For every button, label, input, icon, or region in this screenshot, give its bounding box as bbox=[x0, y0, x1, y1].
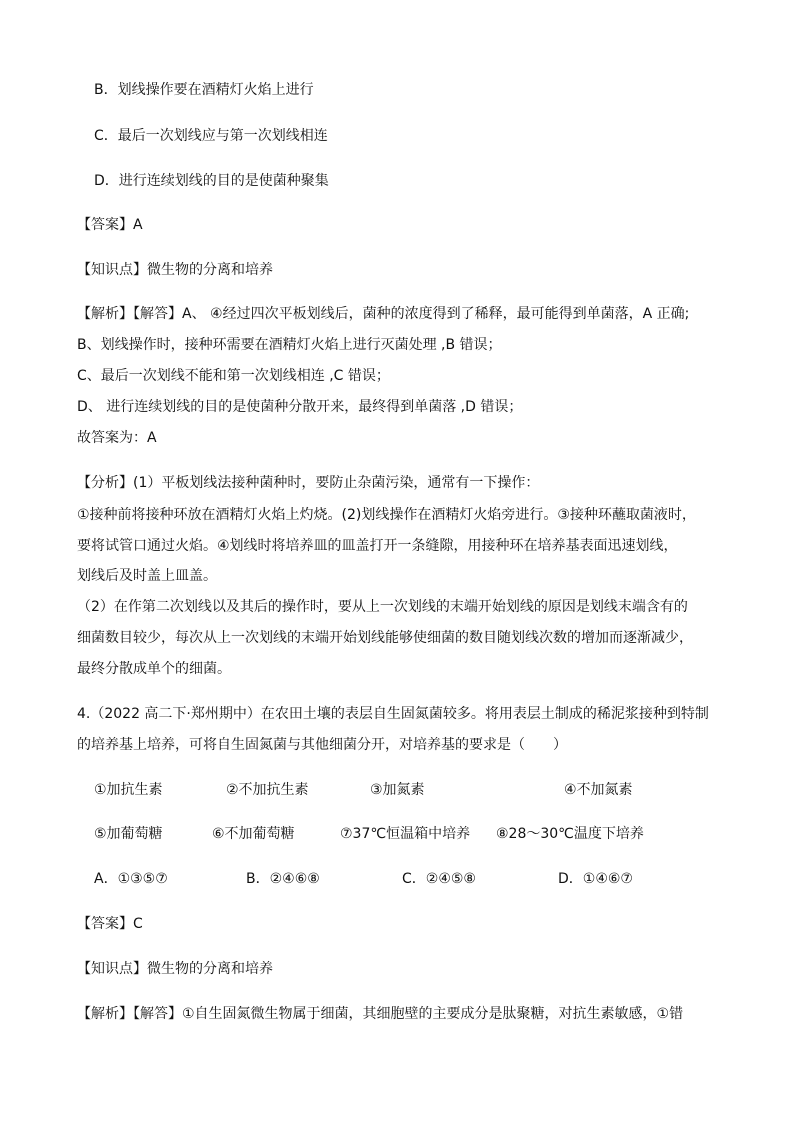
q3-explain-line-7: 最终分散成单个的细菌。 bbox=[77, 661, 231, 677]
q3-analysis-line-1: 【解析】【解答】A、 ④经过四次平板划线后，菌种的浓度得到了稀释，最可能得到单菌落，A 正确; bbox=[77, 306, 690, 322]
q3-analysis-line-4: D、 进行连续划线的目的是使菌种分散开来，最终得到单菌落 ,D 错误； bbox=[77, 399, 523, 415]
q3-option-d: D．进行连续划线的目的是使菌种聚集 bbox=[94, 173, 329, 189]
q4-stem-line-1: 4.（2022 高二下·郑州期中）在农田土壤的表层自生固氮菌较多。将用表层土制成的稀泥浆接种到特制 bbox=[77, 706, 709, 722]
q3-option-b: B．划线操作要在酒精灯火焰上进行 bbox=[94, 82, 314, 98]
q4-item-6: ⑥不加葡萄糖 bbox=[212, 826, 295, 842]
q3-explain-line-1: 【分析】(1）平板划线法接种菌种时，要防止杂菌污染，通常有一下操作： bbox=[77, 475, 540, 491]
q4-stem-line-2: 的培养基上培养，可将自生固氮菌与其他细菌分开，对培养基的要求是（ ） bbox=[77, 737, 567, 753]
q3-analysis-line-3: C、最后一次划线不能和第一次划线相连 ,C 错误； bbox=[77, 368, 390, 384]
q4-item-2: ②不加抗生素 bbox=[226, 782, 309, 798]
q4-item-8: ⑧28～30℃温度下培养 bbox=[496, 826, 644, 842]
q4-item-7: ⑦37℃恒温箱中培养 bbox=[340, 826, 471, 842]
q4-knowledge-point: 【知识点】微生物的分离和培养 bbox=[77, 961, 273, 977]
q3-knowledge-point: 【知识点】微生物的分离和培养 bbox=[77, 262, 273, 278]
q3-answer: 【答案】A bbox=[77, 217, 143, 233]
q3-explain-line-4: 划线后及时盖上皿盖。 bbox=[77, 568, 217, 584]
q3-explain-line-3: 要将试管口通过火焰。④划线时将培养皿的皿盖打开一条缝隙，用接种环在培养基表面迅速划线， bbox=[77, 538, 678, 554]
q4-choice-b: B．②④⑥⑧ bbox=[246, 871, 320, 887]
q4-analysis-line-1: 【解析】【解答】①自生固氮微生物属于细菌，其细胞壁的主要成分是肽聚糖，对抗生素敏感，①错 bbox=[77, 1006, 684, 1022]
q3-explain-line-2: ①接种前将接种环放在酒精灯火焰上灼烧。(2)划线操作在酒精灯火焰旁进行。③接种环蘸取菌液时， bbox=[77, 507, 696, 523]
q4-item-1: ①加抗生素 bbox=[94, 782, 163, 798]
q3-explain-line-6: 细菌数目较少，每次从上一次划线的末端开始划线能够使细菌的数目随划线次数的增加而逐渐减少， bbox=[77, 630, 693, 646]
q4-answer: 【答案】C bbox=[77, 916, 143, 932]
q4-choice-a: A．①③⑤⑦ bbox=[94, 871, 168, 887]
q4-item-5: ⑤加葡萄糖 bbox=[94, 826, 163, 842]
q3-analysis-line-5: 故答案为：A bbox=[77, 430, 157, 446]
q4-item-3: ③加氮素 bbox=[370, 782, 425, 798]
q4-choice-c: C．②④⑤⑧ bbox=[402, 871, 476, 887]
q3-explain-line-5: （2）在作第二次划线以及其后的操作时，要从上一次划线的末端开始划线的原因是划线末端含有的 bbox=[77, 599, 688, 615]
q4-item-4: ④不加氮素 bbox=[564, 782, 633, 798]
q4-choice-d: D．①④⑥⑦ bbox=[558, 871, 633, 887]
q3-option-c: C．最后一次划线应与第一次划线相连 bbox=[94, 128, 328, 144]
q3-analysis-line-2: B、划线操作时，接种环需要在酒精灯火焰上进行灭菌处理 ,B 错误； bbox=[77, 337, 502, 353]
